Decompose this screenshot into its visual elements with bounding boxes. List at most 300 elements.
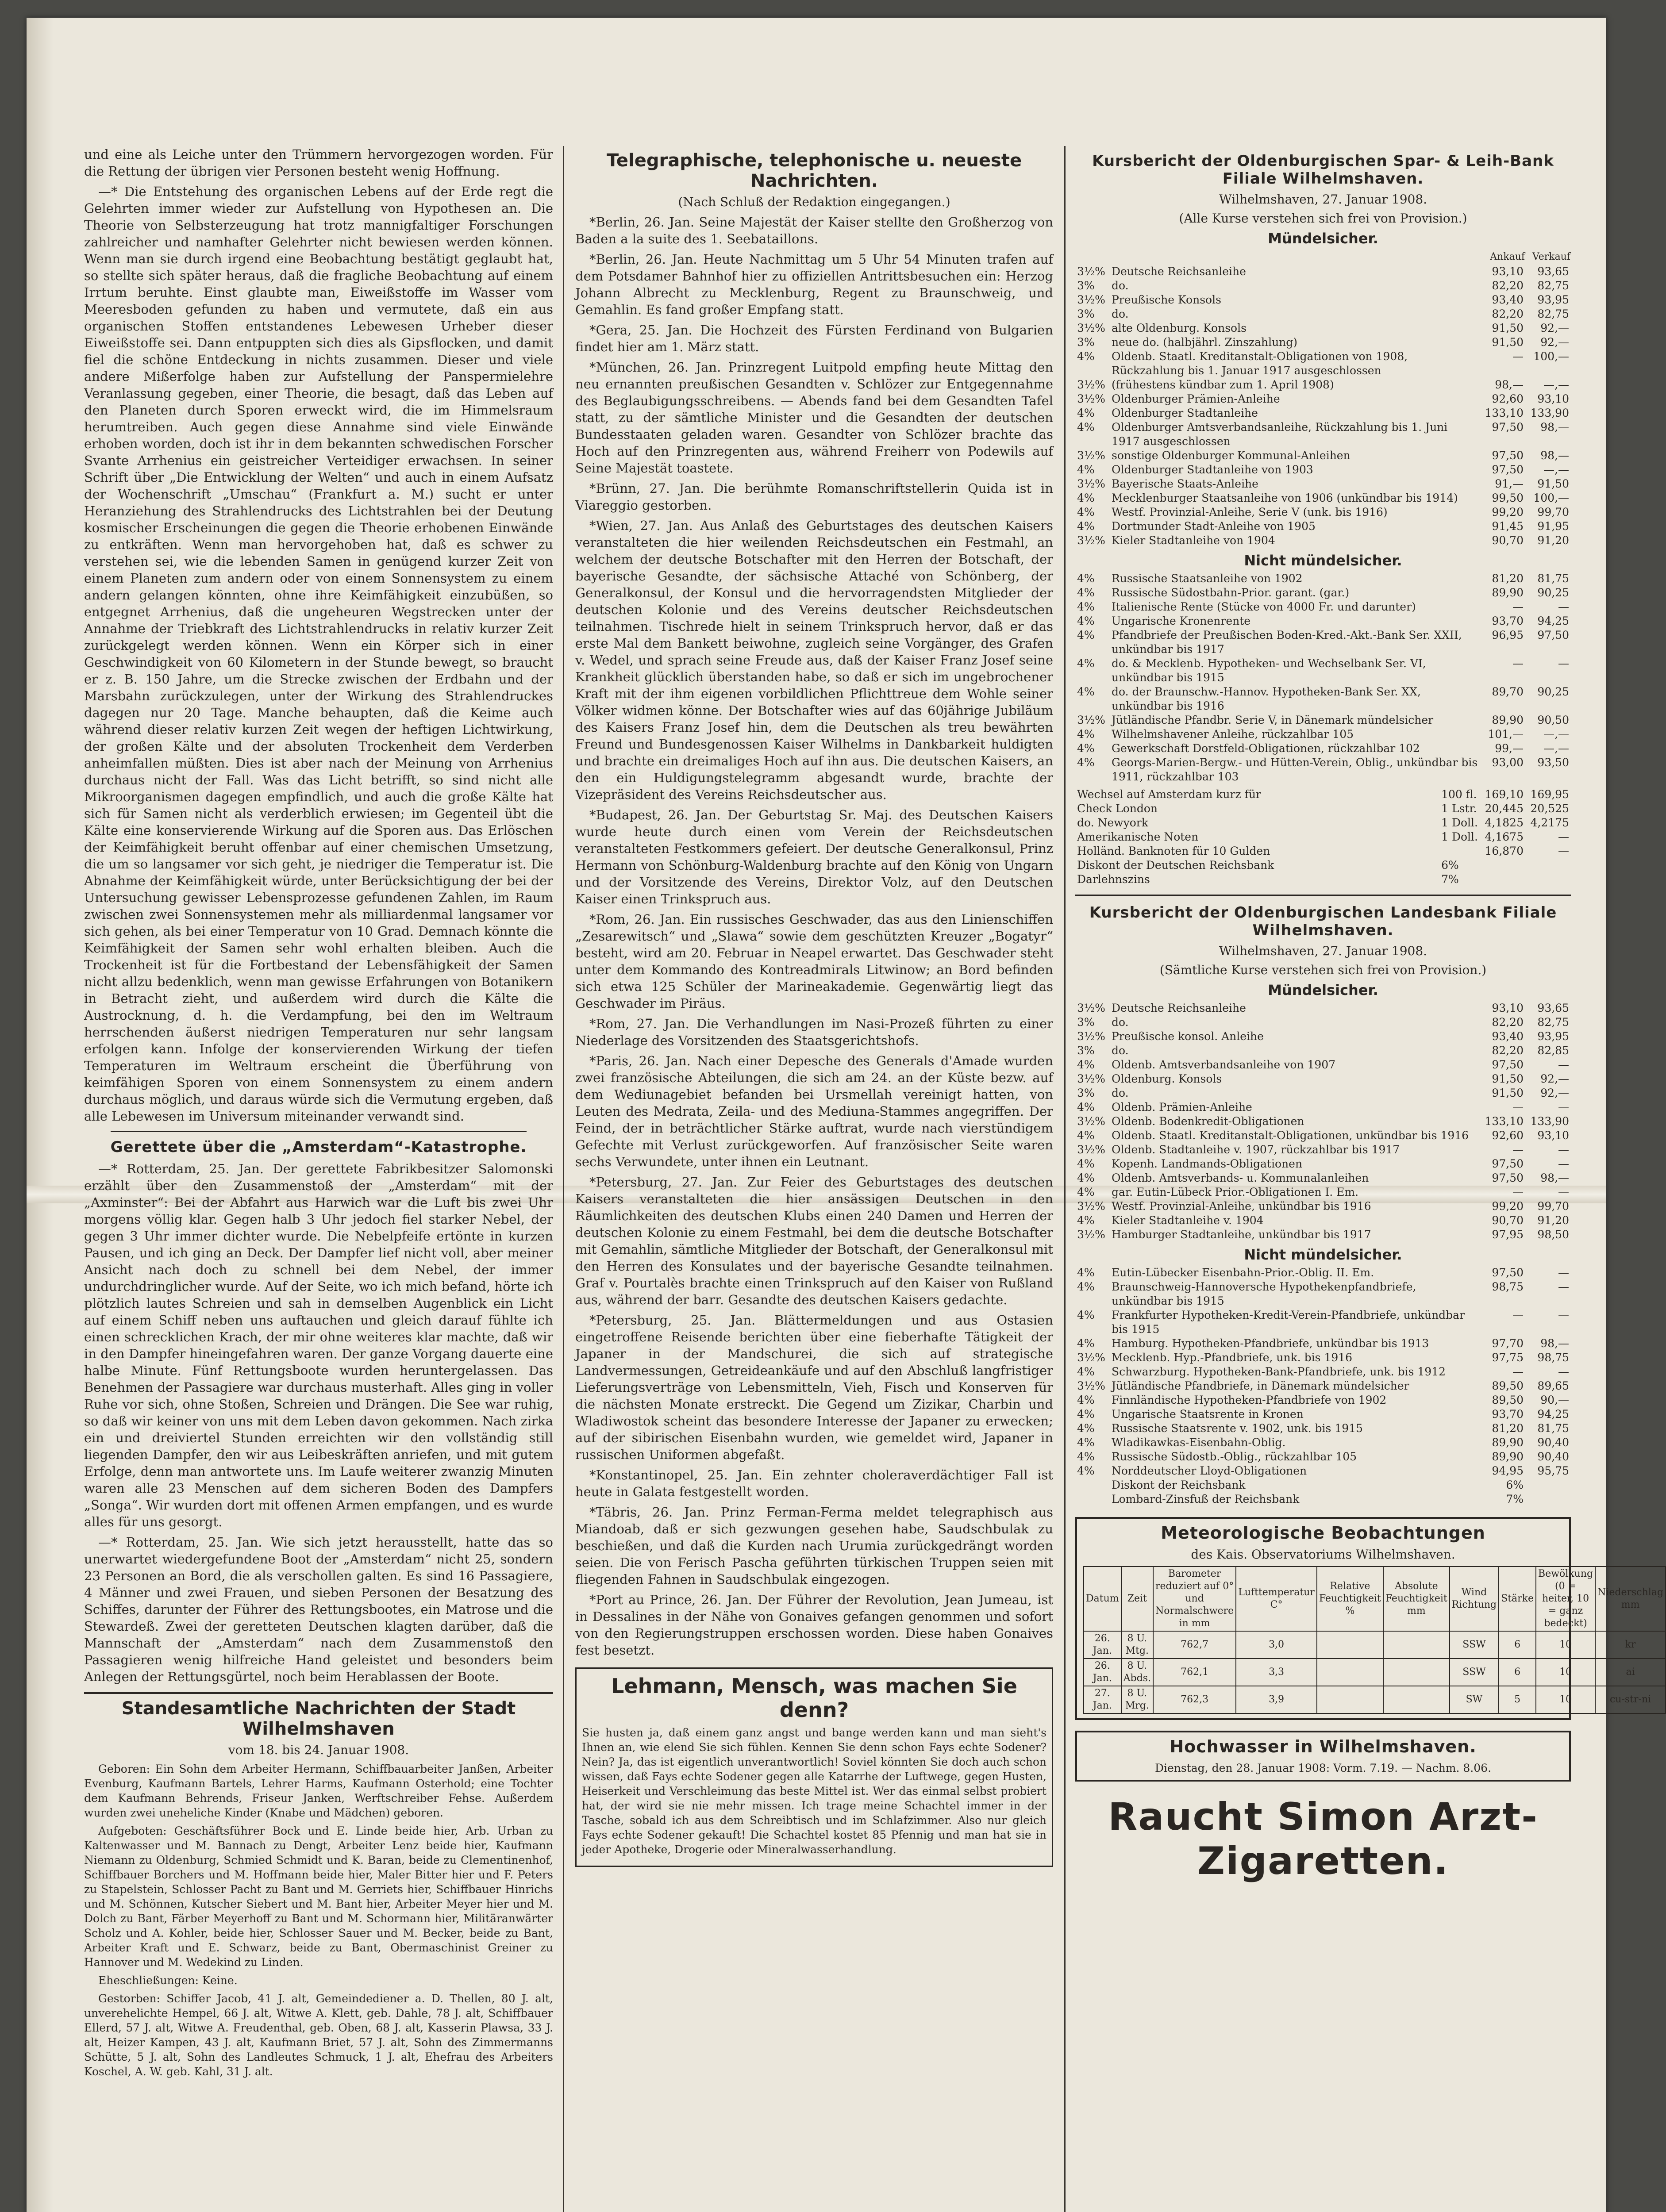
rate-row [1075, 628, 1571, 657]
meteorology-cell: SSW [1450, 1659, 1499, 1686]
meteorology-cell: SW [1450, 1686, 1499, 1713]
meteorology-cell: 10 [1536, 1631, 1595, 1659]
rate-cell: 90,— [1540, 1394, 1569, 1406]
rate-cell: Diskont der Deutschen Reichsbank [1077, 859, 1274, 872]
rate-cell: Lombard-Zinsfuß der Reichsbank [1112, 1493, 1300, 1505]
rate-row [1075, 1421, 1571, 1436]
rate-row [1075, 802, 1571, 816]
rate-cell: Oldenburger Stadtanleihe von 1903 [1112, 463, 1313, 476]
rate-cell: Darlehnszins [1077, 873, 1150, 886]
rate-cell: — [1558, 1101, 1569, 1114]
meteorology-cell: 6 [1499, 1659, 1536, 1686]
rate-cell: 90,25 [1537, 685, 1569, 698]
rate-row [1075, 1266, 1571, 1280]
rate-cell: Oldenb. Bodenkredit-Obligationen [1112, 1115, 1304, 1128]
rate-row [1075, 1015, 1571, 1029]
rate-cell: 4,1675 [1485, 830, 1524, 843]
rate-cell: 101,— [1488, 728, 1524, 741]
rate-cell: 93,10 [1492, 265, 1524, 278]
rate-cell: — [1558, 830, 1569, 843]
rate-row [1075, 1214, 1571, 1228]
rate-row [1075, 519, 1571, 534]
column-rule [1064, 146, 1066, 2212]
column-rule [563, 146, 564, 2212]
rate-row [1075, 279, 1571, 293]
rate-cell: — [1512, 1143, 1524, 1156]
rate-cell: 93,70 [1492, 1408, 1524, 1421]
rate-row [1075, 1185, 1571, 1199]
rate-row [1075, 1492, 1571, 1506]
rate-cell: — [1558, 1186, 1569, 1198]
meteorology-table [1083, 1566, 1666, 1714]
rate-cell: 93,65 [1537, 1002, 1569, 1014]
rate-cell: Deutsche Reichsanleihe [1112, 265, 1246, 278]
meteorology-cell: 27. Jan. [1084, 1686, 1121, 1713]
rate-cell: 3½% [1077, 1115, 1105, 1128]
meteorology-row [1084, 1631, 1666, 1659]
rate-cell: 81,20 [1492, 572, 1524, 585]
telegraphic-note: (Nach Schluß der Redaktion eingegangen.) [678, 195, 950, 209]
rate-cell: 91,— [1495, 477, 1524, 490]
rate-cell: 4% [1077, 506, 1095, 518]
rate-cell: Georgs-Marien-Bergw.- und Hütten-Verein, Oblig., unkündbar bis 1911, rückzahlbar 103 [1112, 756, 1478, 783]
rate-cell: Gewerkschaft Dorstfeld-Obligationen, rückzahlbar 102 [1112, 742, 1420, 755]
meteorology-header-cell: Wind Richtung [1450, 1567, 1499, 1631]
rate-cell: 90,70 [1492, 534, 1524, 547]
meteorology-cell: 26. Jan. [1084, 1631, 1121, 1659]
rate-cell: Italienische Rente (Stücke von 4000 Fr. und darunter) [1112, 600, 1416, 613]
kursbericht-2-table [1075, 1001, 1571, 1242]
rate-cell: — [1558, 657, 1569, 670]
col-ankauf: Ankauf [1490, 251, 1525, 262]
rate-cell: 3% [1077, 336, 1095, 349]
rate-cell [1525, 1478, 1571, 1492]
meteorology-cell: 3,0 [1236, 1631, 1317, 1659]
meteorology-cell [1383, 1659, 1450, 1686]
rate-cell: 93,10 [1492, 1002, 1524, 1014]
rate-cell: 97,50 [1492, 449, 1524, 462]
rate-cell: 89,90 [1492, 1450, 1524, 1463]
news-item: *Täbris, 26. Jan. Prinz Ferman-Ferma meldet telegraphisch aus Miandoab, daß er sich gezwungen gesehen habe, Saudschbulak zu beschießen, und daß die Kurden nach Urumia zurückgedrängt worden seien. Die von Ferisch Pascha geführten türkischen Truppen seien mit fliegenden Fahnen in Saudschbulak eingezogen. [575, 1505, 1053, 1587]
rate-cell: 97,50 [1492, 463, 1524, 476]
rate-cell: do. [1112, 307, 1129, 320]
rate-cell: 3% [1077, 307, 1095, 320]
standesamt-marriages: Eheschließungen: Keine. [98, 1974, 238, 1987]
meteorology-cell [1383, 1686, 1450, 1713]
rate-cell: 93,10 [1537, 1129, 1569, 1142]
kursbericht-1-table [1075, 250, 1571, 548]
rate-row [1075, 756, 1571, 784]
meteorology-cell: 762,3 [1153, 1686, 1236, 1713]
rate-cell: 4% [1077, 657, 1095, 670]
news-item: *Budapest, 26. Jan. Der Geburtstag Sr. Maj. des Deutschen Kaisers wurde heute durch einen vom Verein der Reichsdeutschen veranstalteten Festkommers gefeiert. Der deutsche Generalkonsul, Prinz Hermann von Schönburg-Waldenburg brachte auf den König von Ungarn und der Vorsitzende des Vereins, Direktor Volz, auf den Deutschen Kaiser einen Trinkspruch aus. [575, 807, 1053, 906]
rate-row [1075, 1058, 1571, 1072]
section-muendelsicher: Mündelsicher. [1268, 230, 1378, 247]
rate-row [1075, 657, 1571, 685]
rate-cell: Oldenburger Prämien-Anleihe [1112, 392, 1280, 405]
meteorology-cell: 8 U. Abds. [1121, 1659, 1153, 1686]
news-item: *Petersburg, 25. Jan. Blättermeldungen und aus Ostasien eingetroffene Reisende berichten über eine fieberhafte Tätigkeit der Japaner in der Mandschurei, die sich auf strategische Landvermessungen, Getreideankäufe und auf den Abschluß langfristiger Lieferungsverträge von Lebensmitteln, Vieh, Fisch und Konserven für die nächsten Monate erstreckt. Die Gegend um Zizikar, Charbin und Wladiwostok scheint das besondere Interesse der Japaner zu erwecken; auf der sibirischen Eisenbahn wurden, wie gemeldet wird, Japaner in russischen Uniformen abgefaßt. [575, 1313, 1053, 1462]
rate-cell: — [1512, 1186, 1524, 1198]
rate-cell [1075, 1478, 1110, 1492]
rate-row [1075, 1044, 1571, 1058]
rate-cell: 4% [1077, 520, 1095, 533]
rate-cell: 99,20 [1492, 1200, 1524, 1213]
rate-cell: Eutin-Lübecker Eisenbahn-Prior.-Oblig. II. Em. [1112, 1266, 1374, 1279]
rate-cell: 3½% [1077, 322, 1105, 334]
rate-cell: Mecklenb. Hyp.-Pfandbriefe, unk. bis 1916 [1112, 1351, 1353, 1364]
rate-row [1075, 1143, 1571, 1157]
kursbericht-2-note: (Sämtliche Kurse verstehen sich frei von Provision.) [1159, 963, 1487, 977]
rate-cell: Hamburg. Hypotheken-Pfandbriefe, unkündbar bis 1913 [1112, 1337, 1429, 1350]
rate-cell: do. [1112, 1044, 1129, 1057]
rate-cell: 89,90 [1492, 586, 1524, 599]
rate-cell: 89,50 [1492, 1379, 1524, 1392]
rate-cell: do. [1112, 279, 1129, 292]
rate-cell: 6% [1441, 859, 1459, 872]
news-item: *Gera, 25. Jan. Die Hochzeit des Fürsten Ferdinand von Bulgarien findet hier am 1. März statt. [575, 323, 1053, 354]
meteorology-header-cell: Stärke [1499, 1567, 1536, 1631]
tide-title: Hochwasser in Wilhelmshaven. [1170, 1737, 1477, 1756]
rate-cell: 4% [1077, 492, 1095, 504]
rate-row [1075, 1114, 1571, 1129]
rate-cell: Frankfurter Hypotheken-Kredit-Verein-Pfandbriefe, unkündbar bis 1915 [1112, 1309, 1465, 1336]
rate-cell: —,— [1543, 378, 1569, 391]
rate-cell: 1 Doll. [1441, 816, 1478, 829]
rate-cell: 90,50 [1537, 714, 1569, 726]
rate-row [1075, 1086, 1571, 1100]
rate-row [1075, 392, 1571, 406]
rate-cell: 92,— [1540, 1072, 1569, 1085]
meteorology-cell: 5 [1499, 1686, 1536, 1713]
rate-cell: 93,40 [1492, 1030, 1524, 1043]
rate-row [1075, 307, 1571, 321]
rate-cell: 3½% [1077, 1072, 1105, 1085]
meteorology-box [1075, 1517, 1664, 1720]
rate-cell: 4% [1077, 1186, 1095, 1198]
rate-cell: Oldenburg. Konsols [1112, 1072, 1222, 1085]
rate-cell: 90,40 [1537, 1436, 1569, 1449]
newspaper-page [27, 18, 1664, 2212]
rate-cell: Norddeutscher Lloyd-Obligationen [1112, 1464, 1307, 1477]
rate-cell: Preußische Konsols [1112, 293, 1221, 306]
rate-cell: 81,75 [1537, 1422, 1569, 1435]
meteorology-header-cell: Relative Feuchtigkeit % [1317, 1567, 1383, 1631]
rate-cell: 3% [1077, 1016, 1095, 1029]
rate-row [1075, 830, 1571, 844]
rate-cell: Wechsel auf Amsterdam kurz für [1077, 788, 1261, 801]
tide-text: Dienstag, den 28. Januar 1908: Vorm. 7.19. — Nachm. 8.06. [1154, 1762, 1492, 1774]
rate-cell: 90,25 [1537, 586, 1569, 599]
ad-headline: Lehmann, Mensch, was machen Sie denn? [611, 1674, 1017, 1722]
rate-cell: 93,65 [1537, 265, 1569, 278]
rate-cell: Kieler Stadtanleihe von 1904 [1112, 534, 1275, 547]
rate-row [1075, 505, 1571, 519]
rate-row [1075, 534, 1571, 548]
rate-cell: Holländ. Banknoten für 10 Gulden [1077, 845, 1270, 857]
rate-row [1075, 1464, 1571, 1478]
rate-cell: 3½% [1077, 1002, 1105, 1014]
rate-cell: Diskont der Reichsbank [1112, 1479, 1246, 1491]
rate-cell: 97,50 [1492, 1266, 1524, 1279]
rate-cell: do. Newyork [1077, 816, 1148, 829]
rate-cell: 98,— [1540, 1337, 1569, 1350]
rate-cell: 82,75 [1537, 1016, 1569, 1029]
meteorology-cell: 8 U. Mtg. [1121, 1631, 1153, 1659]
rate-cell: Wladikawkas-Eisenbahn-Oblig. [1112, 1436, 1286, 1449]
rate-cell: —,— [1543, 742, 1569, 755]
rate-row [1075, 265, 1571, 279]
rate-cell: 3½% [1077, 714, 1105, 726]
rate-cell: 4% [1077, 1157, 1095, 1170]
rate-cell: —,— [1543, 728, 1569, 741]
rate-cell: — [1558, 1143, 1569, 1156]
kursbericht-1-table-2 [1075, 572, 1571, 784]
rate-cell: — [1558, 1266, 1569, 1279]
rate-cell: Hamburger Stadtanleihe, unkündbar bis 1917 [1112, 1228, 1371, 1241]
meteorology-header-cell: Datum [1084, 1567, 1121, 1631]
rate-cell: 91,45 [1492, 520, 1524, 533]
rate-cell: 98,— [1540, 1171, 1569, 1184]
rate-cell: 94,25 [1537, 614, 1569, 627]
rate-cell [1525, 872, 1571, 887]
rate-cell: 91,50 [1537, 477, 1569, 490]
meteorology-header-cell: Bewölkung (0 = heiter, 10 = ganz bedeckt) [1536, 1567, 1595, 1631]
section-nicht-muendelsicher: Nicht mündelsicher. [1244, 1246, 1402, 1263]
rate-cell: 3½% [1077, 1143, 1105, 1156]
column-right [1075, 146, 1664, 2212]
meteorology-cell: 26. Jan. [1084, 1659, 1121, 1686]
rate-cell: neue do. (halbjährl. Zinszahlung) [1112, 336, 1298, 349]
rate-cell: Russische Südostbahn-Prior. garant. (gar.) [1112, 586, 1350, 599]
article-amsterdam-2: —* Rotterdam, 25. Jan. Wie sich jetzt herausstellt, hatte das so unerwartet wiedergefundene Boot der „Amsterdam“ nicht 25, sondern 23 Personen an Bord, die als verschollen galten. Es sind 16 Passagiere, 4 Männer und zwei Frauen, und sieben Personen der Besatzung des Schiffes, darunter der Führer des Rettungsbootes, ein Matrose und die Stewardeß. Zwei der geretteten Deutschen klagten darüber, daß die Mannschaft der „Amsterdam“ nach dem Zusammenstoß den Passagieren wenig hilfreiche Hand geleistet und besonders beim Anlegen der Rettungsgürtel, noch beim Herablassen der Boote. [84, 1535, 553, 1684]
rate-cell: 89,50 [1492, 1394, 1524, 1406]
rate-cell: 100 fl. [1441, 788, 1477, 801]
exchange-table [1075, 787, 1571, 887]
meteorology-cell [1317, 1631, 1383, 1659]
rate-cell: 97,95 [1492, 1228, 1524, 1241]
rate-cell: Oldenb. Amtsverbandsanleihe von 1907 [1112, 1058, 1336, 1071]
rate-cell: 97,50 [1492, 1157, 1524, 1170]
rate-row [1075, 1450, 1571, 1464]
rate-cell: 4,1825 [1485, 816, 1524, 829]
rate-row [1075, 1280, 1571, 1308]
rate-cell: 99,70 [1537, 1200, 1569, 1213]
rate-row [1075, 420, 1571, 449]
rate-cell: 3½% [1077, 1200, 1105, 1213]
rate-cell: 4% [1077, 614, 1095, 627]
rate-cell: 4% [1077, 586, 1095, 599]
rate-cell: 94,25 [1537, 1408, 1569, 1421]
rate-cell: 97,50 [1492, 1058, 1524, 1071]
kursbericht-2-title: Kursbericht der Oldenburgischen Landesbank Filiale Wilhelmshaven. [1089, 904, 1557, 939]
meteorology-cell [1317, 1686, 1383, 1713]
rate-cell: gar. Eutin-Lübeck Prior.-Obligationen I. Em. [1112, 1186, 1359, 1198]
rate-cell: 91,95 [1537, 520, 1569, 533]
rate-cell: Kieler Stadtanleihe v. 1904 [1112, 1214, 1264, 1227]
rate-cell: 133,90 [1530, 1115, 1569, 1128]
rate-cell: 4% [1077, 463, 1095, 476]
rate-cell: Oldenburger Amtsverbandsanleihe, Rückzahlung bis 1. Juni 1917 ausgeschlossen [1112, 421, 1448, 448]
rate-cell: 93,00 [1492, 756, 1524, 769]
rate-cell: 81,20 [1492, 1422, 1524, 1435]
rate-cell: 4% [1077, 1422, 1095, 1435]
meteorology-header-cell: Lufttemperatur C° [1236, 1567, 1317, 1631]
rate-cell: 4% [1077, 1436, 1095, 1449]
rate-row [1075, 586, 1571, 600]
news-item: *München, 26. Jan. Prinzregent Luitpold empfing heute Mittag den neu ernannten preußischen Gesandten v. Schlözer zur Entgegennahme des Beglaubigungsschreibens. — Abends fand bei dem Gesandten Tafel statt, zu der sämtliche Minister und die Gesandten der deutschen Bundesstaaten geladen waren. Gesandter von Schlözer brachte das Hoch auf den Prinzregenten aus, während Freiherr von Podewils auf Seine Majestät toastete. [575, 360, 1053, 476]
rate-cell: Oldenb. Prämien-Anleihe [1112, 1101, 1252, 1114]
rate-row [1075, 572, 1571, 586]
rate-cell: 96,95 [1492, 629, 1524, 641]
rate-cell: — [1558, 1157, 1569, 1170]
rate-cell: 97,75 [1492, 1351, 1524, 1364]
rate-cell: Westf. Provinzial-Anleihe, Serie V (unk. bis 1916) [1112, 506, 1388, 518]
rate-row [1075, 858, 1571, 872]
meteorology-cell [1383, 1631, 1450, 1659]
rate-row [1075, 1100, 1571, 1114]
rate-row [1075, 1308, 1571, 1336]
tide-box [1075, 1731, 1571, 1782]
rate-cell: 4% [1077, 1101, 1095, 1114]
rate-row [1075, 477, 1571, 491]
rate-cell: 3½% [1077, 378, 1105, 391]
rate-cell: 4% [1077, 407, 1095, 419]
meteorology-header-cell: Barometer reduziert auf 0° und Normalschwere in mm [1153, 1567, 1236, 1631]
kursbericht-2-date: Wilhelmshaven, 27. Januar 1908. [1219, 944, 1427, 958]
kursbericht-1-note: (Alle Kurse verstehen sich frei von Provision.) [1179, 211, 1467, 226]
rate-cell: Pfandbriefe der Preußischen Boden-Kred.-Akt.-Bank Ser. XXII, unkündbar bis 1917 [1112, 629, 1462, 656]
rate-cell: 98,— [1495, 378, 1524, 391]
rate-cell: 3½% [1077, 1379, 1105, 1392]
rate-cell: 3½% [1077, 449, 1105, 462]
meteorology-row [1084, 1659, 1666, 1686]
headline-telegraphic: Telegraphische, telephonische u. neueste Nachrichten. [606, 150, 1022, 191]
rate-row [1075, 335, 1571, 349]
rate-cell: 3½% [1077, 392, 1105, 405]
rate-cell: Dortmunder Stadt-Anleihe von 1905 [1112, 520, 1316, 533]
rate-cell: 91,50 [1492, 336, 1524, 349]
meteorology-cell [1317, 1659, 1383, 1686]
meteorology-cell: 762,1 [1153, 1659, 1236, 1686]
rate-row [1075, 449, 1571, 463]
rate-cell: 3½% [1077, 534, 1105, 547]
rate-cell: 20,445 [1485, 802, 1524, 815]
rate-row [1075, 685, 1571, 713]
rate-row [1075, 321, 1571, 335]
col-verkauf: Verkauf [1532, 251, 1570, 262]
rate-row [1075, 816, 1571, 830]
rate-cell: 82,20 [1492, 1044, 1524, 1057]
headline-amsterdam: Gerettete über die „Amsterdam“-Katastrophe. [110, 1138, 527, 1156]
news-item: *Wien, 27. Jan. Aus Anlaß des Geburtstages des deutschen Kaisers veranstalteten die hier weilenden Reichsdeutschen ein Festmahl, an welchem der deutsche Botschafter mit den Herren der Botschaft, der bayerische Gesandte, der sächsische Attaché von Schönberg, der Generalkonsul, der Konsul und die hervorragendsten Mitglieder der deutschen Kolonie und des Vereins deutscher Reichsdeutschen teilnahmen. Tischrede hielt in seinem Trinkspruch hervor, daß er das erste Mal dem Bankett beiwohne, zugleich seine Vorgänger, des Grafen v. Wedel, und sprach seine Freude aus, daß der Kaiser Franz Josef seine Krankheit glücklich überstanden habe, so daß er sich im ungebrochener Kraft mit der ihm eigenen vorbildlichen Pflichttreue dem Wohle seiner Völker widmen könne. Der Botschafter wies auf das 60jährige Jubiläum des Kaisers Franz Josef hin, dem die Deutschen als treu bewährten Freund und Bundesgenossen Kaiser Wilhelms in Dankbarkeit huldigten und brachte ein dreimaliges Hoch auf ihn aus. Die deutschen Kaisers, an den ein Huldigungstelegramm abgesandt wurde, brachte der Vizepräsident des Vereins Reichsdeutscher aus. [575, 518, 1053, 802]
rate-cell: 3% [1077, 1087, 1095, 1099]
rate-cell: — [1558, 1058, 1569, 1071]
meteorology-cell: 10 [1536, 1659, 1595, 1686]
rate-cell: 4% [1077, 1214, 1095, 1227]
meteorology-cell: 6 [1499, 1631, 1536, 1659]
rate-cell: — [1512, 1365, 1524, 1378]
rate-cell: 89,90 [1492, 714, 1524, 726]
kursbericht-1-date: Wilhelmshaven, 27. Januar 1908. [1219, 192, 1427, 207]
rate-cell: Oldenburger Stadtanleihe [1112, 407, 1258, 419]
rate-row [1075, 463, 1571, 477]
rate-cell: 16,870 [1485, 845, 1524, 857]
meteorology-header-cell: Niederschlag mm [1595, 1567, 1666, 1631]
rate-cell: 91,50 [1492, 322, 1524, 334]
rate-cell: Russische Staatsrente v. 1902, unk. bis 1915 [1112, 1422, 1363, 1435]
rate-cell: 97,50 [1492, 421, 1524, 434]
rate-row [1075, 1001, 1571, 1015]
rate-cell [1075, 1492, 1110, 1506]
rate-cell: 92,— [1540, 336, 1569, 349]
meteorology-cell: 10 [1536, 1686, 1595, 1713]
rate-cell: sonstige Oldenburger Kommunal-Anleihen [1112, 449, 1350, 462]
rate-cell: Preußische konsol. Anleihe [1112, 1030, 1264, 1043]
rate-row [1075, 1129, 1571, 1143]
rate-cell: 4% [1077, 756, 1095, 769]
news-item: *Berlin, 26. Jan. Heute Nachmittag um 5 Uhr 54 Minuten trafen auf dem Potsdamer Bahnhof hier zu offiziellen Antrittsbesuchen ein: Herzog Johann Albrecht zu Mecklenburg, Regent zu Braunschweig, und Gemahlin. Es fand großer Empfang statt. [575, 252, 1053, 317]
meteorology-cell: 3,3 [1236, 1659, 1317, 1686]
rate-cell: Oldenb. Stadtanleihe v. 1907, rückzahlbar bis 1917 [1112, 1143, 1400, 1156]
rate-row [1075, 406, 1571, 420]
rate-row [1075, 727, 1571, 741]
rate-cell: 99,70 [1537, 506, 1569, 518]
rate-row [1075, 1365, 1571, 1379]
rate-row [1075, 1379, 1571, 1393]
rate-cell: Deutsche Reichsanleihe [1112, 1002, 1246, 1014]
rate-cell: 98,— [1540, 421, 1569, 434]
rate-cell: 81,75 [1537, 572, 1569, 585]
rate-cell: 92,— [1540, 1087, 1569, 1099]
rate-row [1075, 1157, 1571, 1171]
rate-cell: 4% [1077, 1408, 1095, 1421]
rate-cell: Russische Staatsanleihe von 1902 [1112, 572, 1303, 585]
rate-cell: 3½% [1077, 1030, 1105, 1043]
headline-standesamt: Standesamtliche Nachrichten der Stadt Wilhelmshaven [84, 1692, 553, 1739]
section-muendelsicher: Mündelsicher. [1268, 982, 1378, 998]
rate-row [1075, 1436, 1571, 1450]
rate-cell: —,— [1543, 463, 1569, 476]
column-left [84, 146, 553, 2212]
rate-cell: 3½% [1077, 293, 1105, 306]
rate-cell: Russische Südostb.-Oblig., rückzahlbar 105 [1112, 1450, 1357, 1463]
meteorology-cell: 3,9 [1236, 1686, 1317, 1713]
rate-row [1075, 378, 1571, 392]
rate-cell: 93,70 [1492, 614, 1524, 627]
rate-row [1075, 872, 1571, 887]
rate-cell: 3½% [1077, 1228, 1105, 1241]
rate-cell: 3½% [1077, 1351, 1105, 1364]
rate-cell: — [1558, 1280, 1569, 1293]
rate-cell: 82,20 [1492, 1016, 1524, 1029]
rate-cell: — [1512, 600, 1524, 613]
rate-row [1075, 1407, 1571, 1421]
rate-cell: Oldenb. Staatl. Kreditanstalt-Obligationen, unkündbar bis 1916 [1112, 1129, 1469, 1142]
rate-cell: 4% [1077, 350, 1095, 363]
rate-cell: Wilhelmshavener Anleihe, rückzahlbar 105 [1112, 728, 1354, 741]
rate-cell: 98,50 [1537, 1228, 1569, 1241]
rate-cell: 4% [1077, 1058, 1095, 1071]
rate-cell: Amerikanische Noten [1077, 830, 1199, 843]
news-item: *Port au Prince, 26. Jan. Der Führer der Revolution, Jean Jumeau, ist in Dessalines in der Nähe von Gonaives gefangen genommen und sofort von den Regierungstruppen erschossen worden. Diese haben Gonaives fest besetzt. [575, 1592, 1053, 1658]
rate-cell: Jütländische Pfandbr. Serie V, in Dänemark mündelsicher [1112, 714, 1434, 726]
rate-cell: Check London [1077, 802, 1158, 815]
rate-row [1075, 741, 1571, 756]
rate-cell: 82,85 [1537, 1044, 1569, 1057]
rate-cell: 100,— [1533, 350, 1569, 363]
meteorology-cell: 762,7 [1153, 1631, 1236, 1659]
